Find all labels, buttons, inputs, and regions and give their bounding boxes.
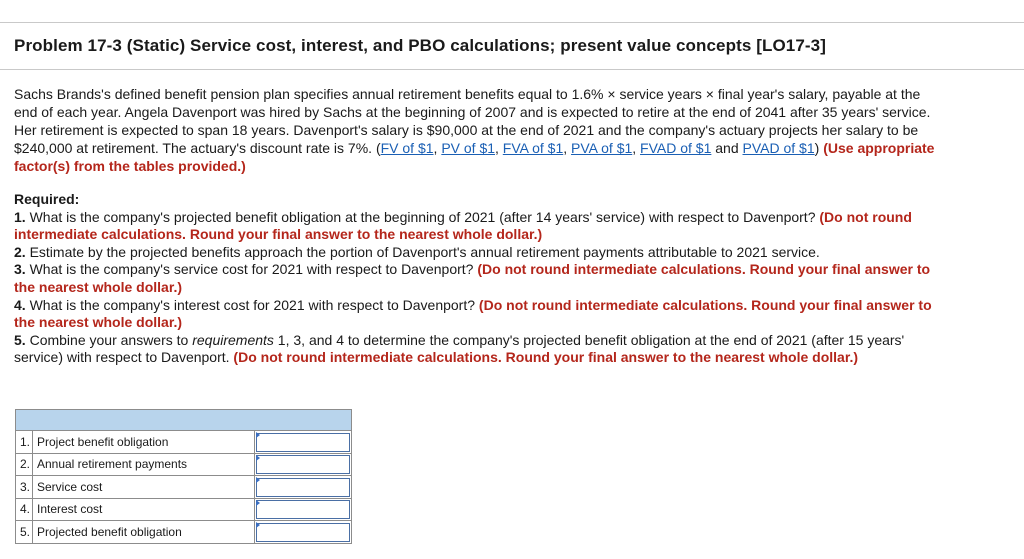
answer-row-5 (16, 521, 352, 544)
requirement-note: (Do not round intermediate calculations. Round your final answer to the nearest whole dollar.) (14, 296, 932, 331)
projected-benefit-obligation-input[interactable] (256, 523, 350, 542)
requirement-item-1 (14, 209, 939, 244)
requirement-number: 4. (14, 296, 26, 313)
row-index: 1. (16, 431, 33, 454)
input-marker-icon (256, 477, 260, 483)
requirement-number: 2. (14, 243, 26, 260)
requirement-number: 3. (14, 261, 26, 278)
pva-table-link[interactable]: PVA of $1 (571, 140, 633, 156)
link-separator: , (632, 140, 641, 156)
fva-table-link[interactable]: FVA of $1 (502, 140, 564, 156)
answer-row-1 (16, 431, 352, 454)
problem-title: Problem 17-3 (Static) Service cost, interest, and PBO calculations; present value concepts [LO17-3] (14, 36, 826, 55)
answer-cell (255, 431, 352, 454)
requirement-item-4 (14, 297, 939, 332)
answer-table-header (16, 410, 352, 431)
requirement-note: (Do not round intermediate calculations. Round your final answer to the nearest whole dollar.) (14, 208, 912, 243)
input-marker-icon (256, 522, 260, 528)
row-label: Projected benefit obligation (32, 521, 254, 544)
required-heading: Required: (14, 191, 80, 207)
pvad-table-link[interactable]: PVAD of $1 (742, 140, 815, 156)
input-marker-icon (256, 500, 260, 506)
requirement-text: What is the company's projected benefit obligation at the beginning of 2021 (after 14 years' service) with respect to Davenport? (25, 208, 820, 225)
row-label: Project benefit obligation (32, 431, 254, 454)
close-paren: ) (814, 140, 820, 156)
row-label: Service cost (32, 476, 254, 499)
answer-row-4 (16, 498, 352, 521)
link-separator: , (495, 140, 503, 156)
service-cost-input[interactable] (256, 478, 350, 497)
requirement-item-3 (14, 261, 939, 296)
answer-cell (255, 476, 352, 499)
link-separator: and (711, 140, 743, 156)
requirement-italic: requirements (192, 331, 274, 348)
requirement-number: 1. (14, 208, 26, 225)
row-index: 4. (16, 498, 33, 521)
requirement-text: What is the company's service cost for 2021 with respect to Davenport? (25, 261, 478, 278)
required-section (14, 191, 939, 367)
input-marker-icon (256, 455, 260, 461)
link-separator: , (563, 140, 572, 156)
project-benefit-obligation-input[interactable] (256, 433, 350, 452)
answer-table (15, 409, 352, 544)
answer-cell (255, 453, 352, 476)
requirement-text: 1, 3, and 4 to determine the company's projected benefit obligation at the end of 2021 (after 15 years' service) with respect to Davenport. (14, 331, 905, 366)
requirement-note: (Do not round intermediate calculations. Round your final answer to the nearest whole dollar.) (14, 261, 931, 295)
row-label: Interest cost (32, 498, 254, 521)
row-index: 2. (16, 453, 33, 476)
input-marker-icon (256, 432, 260, 438)
problem-intro (14, 85, 939, 175)
row-index: 3. (16, 476, 33, 499)
row-label: Annual retirement payments (32, 453, 254, 476)
pv-table-link[interactable]: PV of $1 (441, 140, 496, 156)
requirement-text: What is the company's interest cost for 2021 with respect to Davenport? (25, 296, 479, 313)
row-index: 5. (16, 521, 33, 544)
requirement-note: (Do not round intermediate calculations. Round your final answer to the nearest whole dollar.) (233, 349, 859, 366)
interest-cost-input[interactable] (256, 500, 350, 519)
link-separator: , (433, 140, 442, 156)
answer-table-header-cell (16, 410, 352, 431)
requirement-text: Estimate by the projected benefits approach the portion of Davenport's annual retirement payments attributable to 2021 service. (25, 243, 820, 260)
requirement-number: 5. (14, 331, 26, 348)
requirement-item-2 (14, 244, 939, 262)
answer-cell (255, 498, 352, 521)
requirement-item-5 (14, 332, 939, 367)
annual-retirement-payments-input[interactable] (256, 455, 350, 474)
answer-cell (255, 521, 352, 544)
fvad-table-link[interactable]: FVAD of $1 (640, 140, 712, 156)
requirement-text: Combine your answers to (25, 331, 193, 348)
answer-row-3 (16, 476, 352, 499)
fv-table-link[interactable]: FV of $1 (380, 140, 434, 156)
answer-row-2 (16, 453, 352, 476)
intro-instruction: (Use appropriate factor(s) from the tables provided.) (14, 140, 935, 174)
intro-text: Sachs Brands's defined benefit pension plan specifies annual retirement benefits equal to 1.6% × service years × final year's salary, payable at the end of each year. Angela Davenport was hired by Sachs at the beginning of 2007 and is expected to retire at the end of 2041 after 35 years' service. Her retirement is expected to span 18 years. Davenport's salary is $90,000 at the end of 2021 and the company's actuary projects her salary to be $240,000 at retirement. The actuary's discount rate is 7%. ( (14, 86, 931, 156)
